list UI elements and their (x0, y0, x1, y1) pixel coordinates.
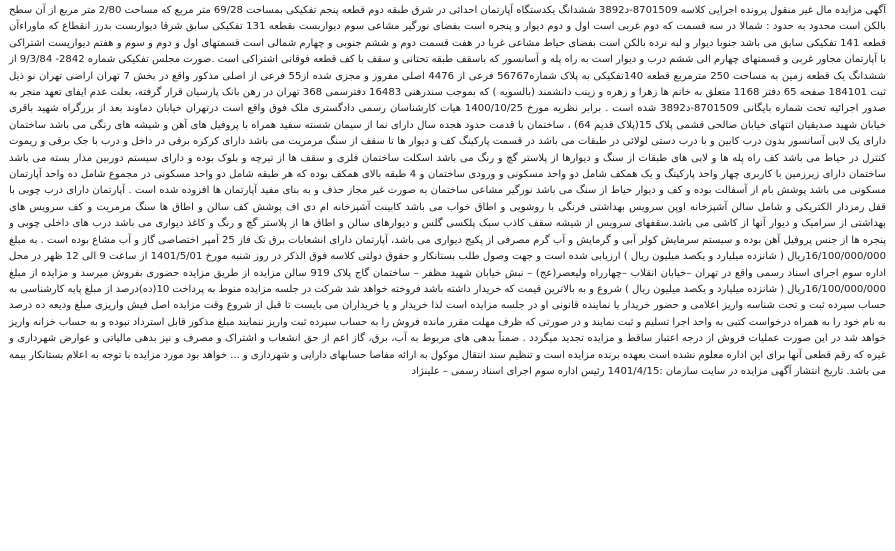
notice-body-text: آگهی مزایده مال غیر منقول پرونده اجرایی کلاسه 8701509-د3892 ششدانگ یکدستگاه آپارتمان احداثی در شرق طبقه دوم قطعه پنجم تفکیکی بمساحت 69/28 متر مربع که مساحت 2/80 متر مربع از آن سطح بالکن است محدود به حدود : شمالا در سه قسمت که دوم غربی است اول و دوم دیوار و پنجره است بفضای نورگیر مشاعی سوم دیواربست بقطعه 131 تفکیکی سابق شرقا دیواربست بدرز انقطاع که ماوراءآن قطعه 141 تفکیکی سابق می باشد جنوبا دیوار و لبه نرده بالکن است بفضای حیاط مشاعی غربا در هفت قسمت دوم و ششم جنوبی و چهارم شمالی است قسمتهای اول و دوم و سوم و هفتم دیواریست اشتراکی با آپارتمان مجاور غربی و قسمتهای چهارم الی ششم درب و دیوار است به راه پله و آسانسور که باسقف طبقه تحتانی و سقف با کف قطعه فوقانی اشتراکی است .صورت مجلس تفکیکی شماره 2842- 9/3/84 از ششدانگ یک قطعه زمین به مساحت 250 مترمربع قطعه 140تفکیکی به پلاک شماره56767 فرعی از 4476 اصلی مفروز و مجزی شده از55 فرعی از اصلی مذکور واقع در بخش 7 تهران اراضی تهران نو ذیل ثبت 184101 صفحه 65 دفتر 1168 متعلق به خانم ها زهرا و زهره و زینب دانشمند (بالسویه ) که بموجب سندرهنی 16483 دفترسمی 368 تهران در رهن بانک پارسیان قرار گرفته، بعلت عدم ایفای تعهد منجر به صدور اجرائیه تحت شماره بایگانی 8701509-د3892 شده است . برابر نظریه مورخ 1400/10/25 هیات کارشناسان رسمی دادگستری ملک فوق واقع است درتهران خیابان دماوند بعد از بزرگراه شهید باقری خیابان شهید صدیقیان انتهای خیابان صالحی قشمی پلاک 15(پلاک قدیم 64) ، ساختمان با قدمت حدود هجده سال دارای نما از سیمان شسته سفید همراه با پروفیل های آهن و شیشه های رنگی می باشد ساختمان دارای یک لابی آسانسور بدون درب کابین و با درب دستی لولائی در طبقات می باشد در قسمت پارکینگ کف و دیوار ها تا سقف از سنگ مرمریت می باشد دارای کرکره برقی در داخل و درب با جک برقی و ریموت کنترل در حیاط می باشد کف راه پله ها و لابی های طبقات از سنگ و دیوارها از پلاستر گچ و رنگ می باشد اسکلت ساختمان فلزی و سقف ها از تیرچه و بلوک بوده و دارای سیستم دوربین مدار بسته می باشد ساختمان دارای زیرزمین با کاربری چهار واحد پارکینگ و یک همکف شامل دو واحد مسکونی و ورودی ساختمان و 4 طبقه بالای همکف بوده که هر طبقه شامل دو واحد مسکونی در مجموع شامل ده واحد آپارتمان مسکونی می باشد پوشش بام از آسفالت بوده و کف و دیوار حیاط از سنگ می باشد نورگیر مشاعی ساختمان به صورت غیر مجاز حذف و به بنای مفید آپارتمان ها افزوده شده است . آپارتمان دارای درب چوبی با قفل رمزدار الکتریکی و شامل سالن آشپزخانه اوپن سرویس بهداشتی فرنگی با روشویی و اطاق خواب می باشد کابینت آشپزخانه ام دی اف پوشش کف سالن و اطاق ها سنگ مرمریت و کف سرویس های بهداشتی از سرامیک و دیوار آنها از کاشی می باشد.سقفهای سرویس از شیشه سقف کاذب سبک پلکسی گلس و دیوارهای سالن و اطاق ها از پلاستر گچ و رنگ و کاغذ دیواری می باشد درب های داخلی چوبی و پنجره ها از جنس پروفیل آهن بوده و سیستم سرمایش کولر آبی و گرمایش و آب گرم مصرفی از پکیج دیواری می باشد، آپارتمان دارای انشعابات برق تک فاز 25 آمپر اختصاصی گاز و آب مشاع بوده است . به مبلغ 16/100/000/000ریال ( شانزده میلیارد و یکصد میلیون ریال ) ارزیابی شده است و جهت وصول طلب بستانکار و حقوق دولتی کلاسه فوق الذکر در روز شنبه مورخ 1401/5/01 از ساعت 9 الی 12 ظهر در محل اداره سوم اجرای اسناد رسمی واقع در تهران –خیابان انقلاب –چهارراه ولیعصر(عج) – نبش خیابان شهید مظفر – ساختمان گاج پلاک 919 سالن مزایده از طریق مزایده حضوری بفروش میرسد و مزایده از مبلغ 16/100/000/000ریال ( شانزده میلیارد و یکصد میلیون ریال ) شروع و به بالاترین قیمت که خریدار داشته باشد فروخته خواهد شد شرکت در جلسه مزایده منوط به پرداخت 10(ده)درصد از مبلغ پایه کارشناسی به حساب سپرده ثبت و تحت شناسه واریز اعلامی و حضور خریدار یا نماینده قانونی او در جلسه مزایده است لذا خریدار و یا خریداران می بایست تا قبل از شروع وقت مزایده اصل فیش واریزی مبلغ ودیعه ده درصد به نام خود را به همراه درخواست کتبی به واحد اجرا تسلیم و ثبت نمایند و در صورتی که ظرف مهلت مقرر مانده فروش را به حساب سپرده ثبت واریز ننمایند مبلغ مذکور قابل استرداد نبوده و به حساب خزانه واریز خواهد شد در این صورت عملیات فروش از درجه اعتبار ساقط و مزایده تجدید میگردد . ضمناً بدهی های مربوط به آب، برق، گاز اعم از حق انشعاب و اشتراک و مصرف و نیز بدهی مالیاتی و عوارض شهرداری و غیره که رقم قطعی آنها برای این اداره معلوم نشده است بعهده برنده مزایده است و تنظیم سند انتقال موکول به ارائه مفاصا حسابهای دارایی و شهرداری و ... خواهد بود مورد مزایده با توجه به اعلام بستانکار بیمه می باشد. تاریخ انتشار آگهی مزایده در سایت سازمان :1401/4/15 رئیس اداره سوم اجرای اسناد رسمی – علینژاد (9, 5, 887, 377)
